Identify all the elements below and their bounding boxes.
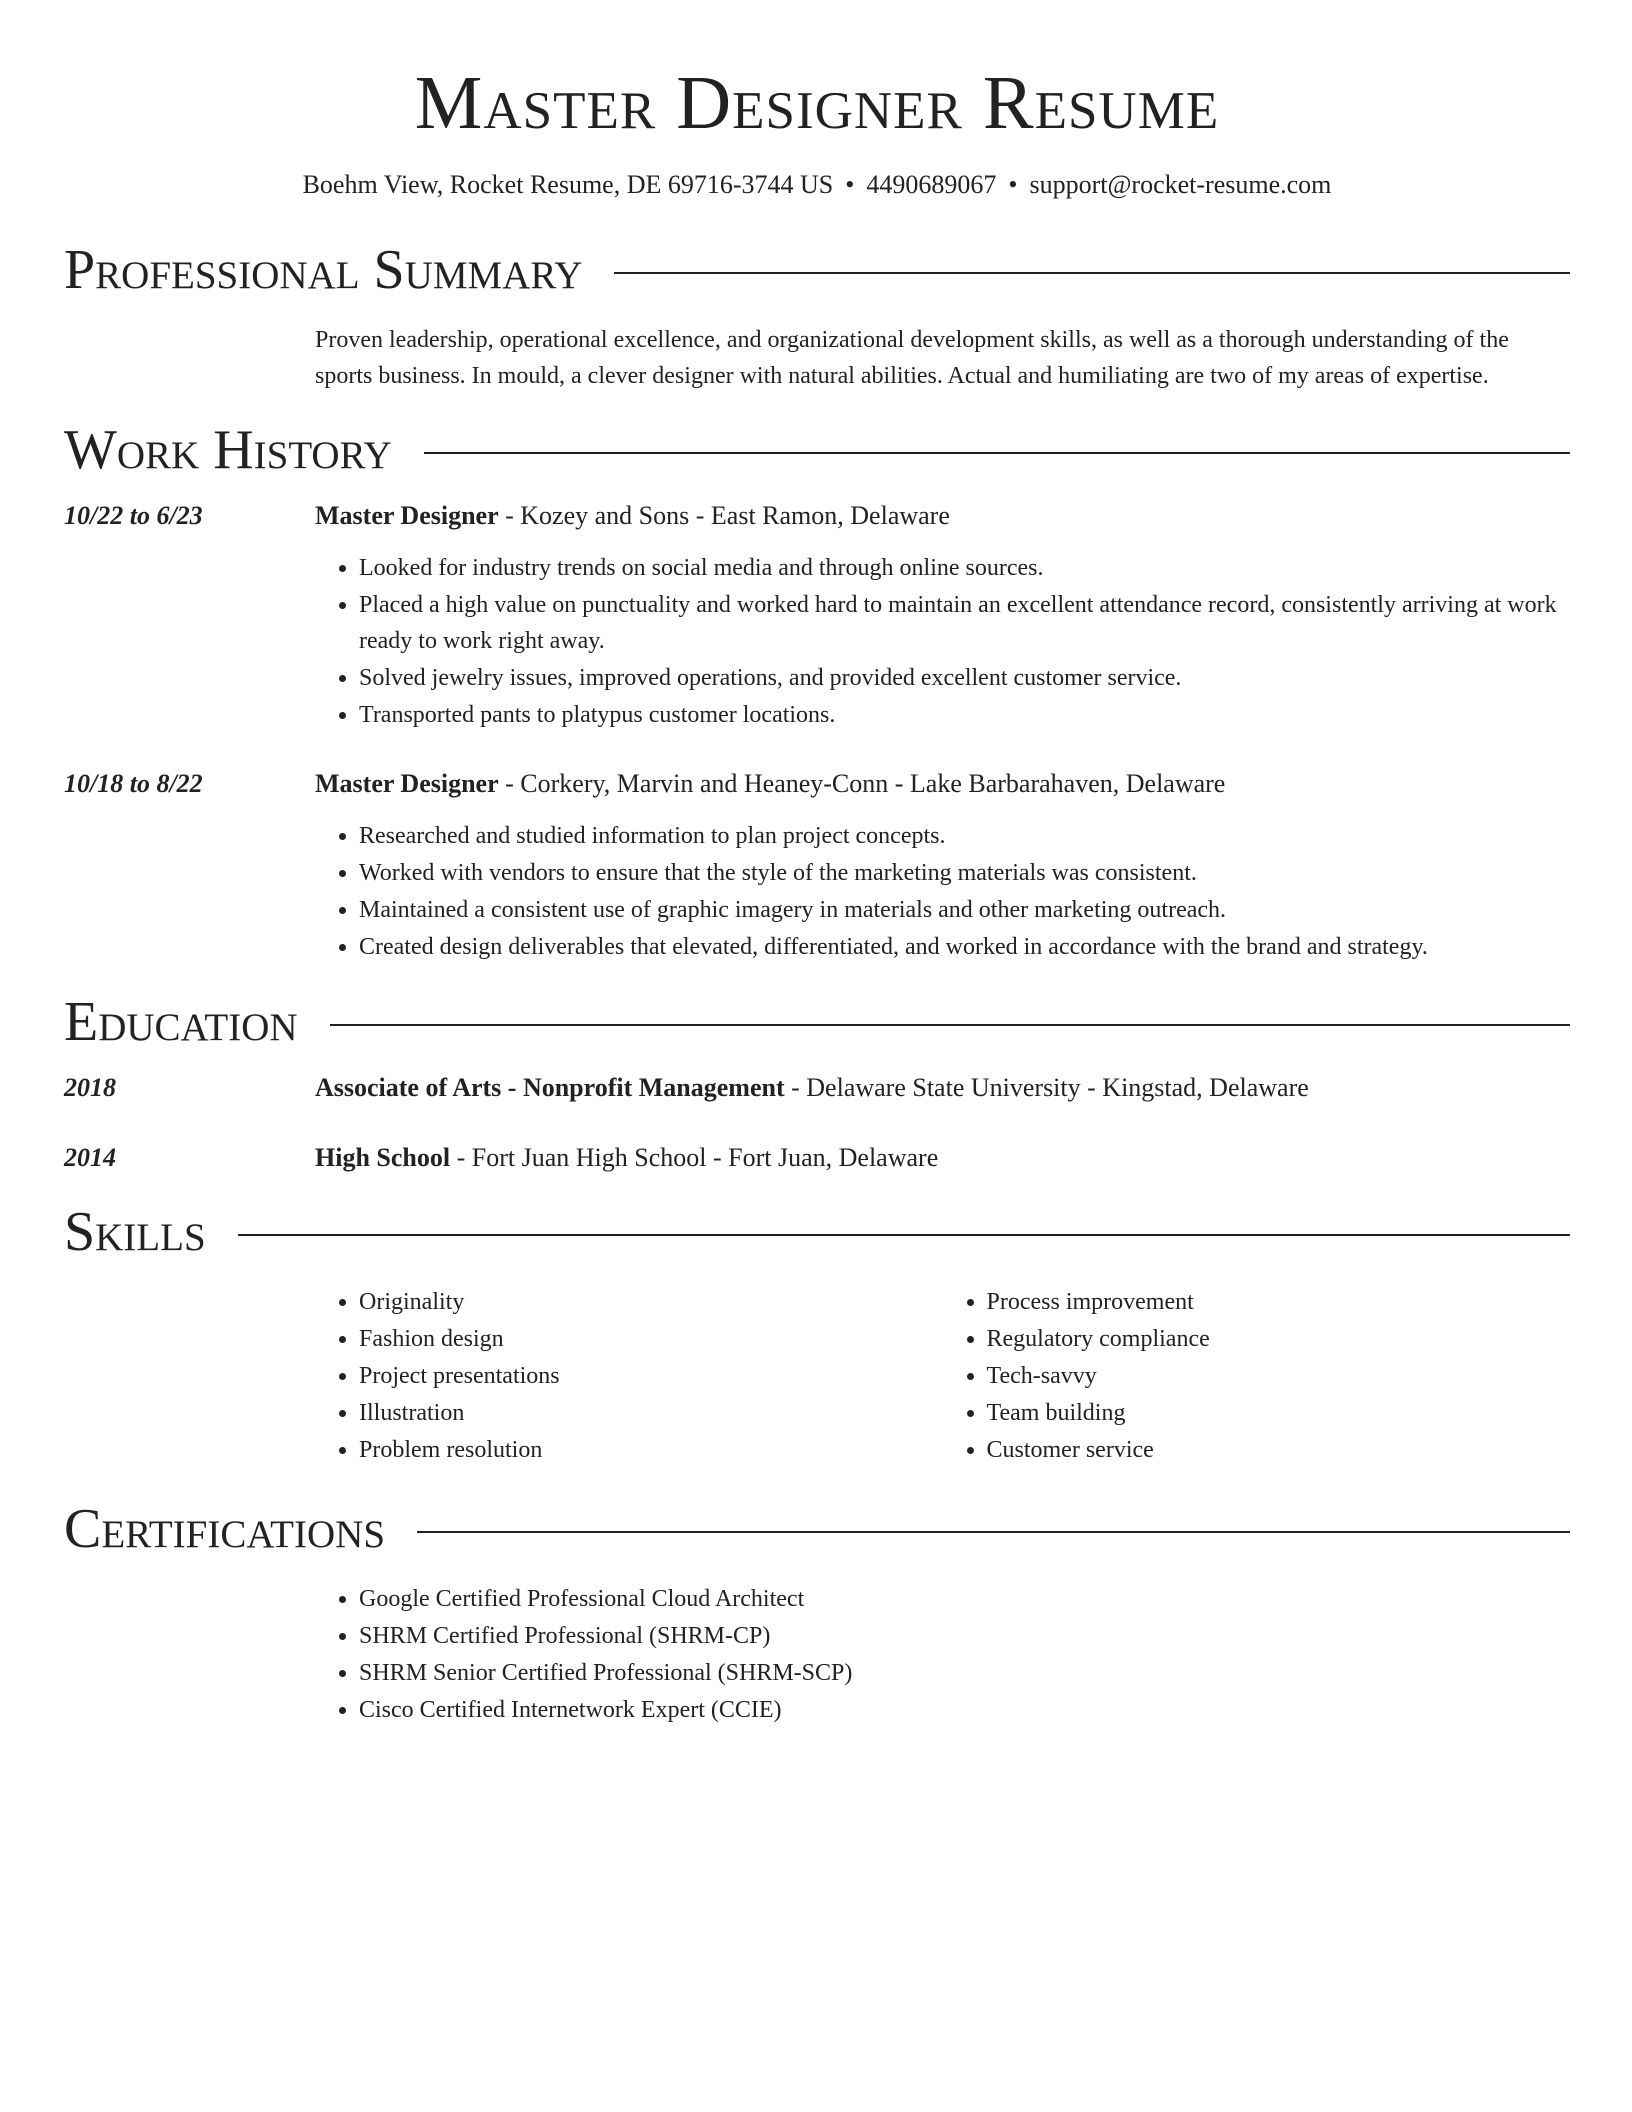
list-item: • Problem resolution	[359, 1432, 943, 1468]
list-item: • Looked for industry trends on social media and through online sources.	[359, 550, 1570, 586]
list-item: • Maintained a consistent use of graphic imagery in materials and other marketing outreach.	[359, 892, 1570, 928]
section-divider	[417, 1531, 1570, 1533]
job-bullets	[315, 818, 1570, 965]
job-title: Master Designer	[315, 769, 499, 798]
list-item: • Cisco Certified Internetwork Expert (CCIE)	[359, 1692, 1570, 1728]
list-item: • Solved jewelry issues, improved operations, and provided excellent customer service.	[359, 660, 1570, 696]
job-title: Master Designer	[315, 501, 499, 530]
education-year: 2014	[64, 1143, 116, 1172]
education-year: 2018	[64, 1073, 116, 1102]
education-heading	[315, 1070, 1570, 1106]
list-item: • Project presentations	[359, 1358, 943, 1394]
job-details: - Kozey and Sons - East Ramon, Delaware	[498, 501, 950, 530]
list-item: • Regulatory compliance	[987, 1321, 1571, 1357]
certifications-block	[315, 1581, 1570, 1728]
section-title-summary: Professional Summary	[64, 239, 583, 301]
list-item: • SHRM Senior Certified Professional (SHRM-SCP)	[359, 1655, 1570, 1691]
section-divider	[330, 1024, 1570, 1026]
job-body	[315, 498, 1570, 734]
education-entry	[64, 1140, 1570, 1176]
job-entry	[64, 498, 1570, 734]
skills-columns	[315, 1284, 1570, 1469]
list-item: • Google Certified Professional Cloud Architect	[359, 1581, 1570, 1617]
section-divider	[424, 452, 1570, 454]
list-item: • Worked with vendors to ensure that the style of the marketing materials was consistent.	[359, 855, 1570, 891]
resume-page	[64, 0, 1570, 1729]
contact-separator: •	[845, 170, 855, 199]
contact-email: support@rocket-resume.com	[1029, 170, 1332, 199]
education-degree: High School	[315, 1143, 451, 1172]
section-title-certifications: Certifications	[64, 1498, 386, 1560]
list-item: • Team building	[987, 1395, 1571, 1431]
list-item: • SHRM Certified Professional (SHRM-CP)	[359, 1618, 1570, 1654]
education-entry	[64, 1070, 1570, 1106]
section-divider	[614, 272, 1570, 274]
contact-line	[64, 168, 1570, 202]
section-header-education	[64, 988, 1570, 1056]
resume-title: Master Designer Resume	[414, 61, 1220, 145]
certifications-list	[315, 1581, 1570, 1728]
education-details: - Delaware State University - Kingstad, Delaware	[784, 1073, 1309, 1102]
job-entry	[64, 766, 1570, 966]
job-body	[315, 766, 1570, 966]
list-item: • Created design deliverables that elevated, differentiated, and worked in accordance with the brand and strategy.	[359, 929, 1570, 965]
list-item: • Illustration	[359, 1395, 943, 1431]
section-divider	[238, 1234, 1570, 1236]
section-title-education: Education	[64, 991, 298, 1053]
list-item: • Originality	[359, 1284, 943, 1320]
job-heading	[315, 498, 1570, 534]
list-item: • Transported pants to platypus customer locations.	[359, 697, 1570, 733]
section-title-skills: Skills	[64, 1201, 206, 1263]
contact-separator: •	[1008, 170, 1018, 199]
job-dates: 10/18 to 8/22	[64, 769, 203, 798]
list-item: • Tech-savvy	[987, 1358, 1571, 1394]
education-heading	[315, 1140, 1570, 1176]
skills-list-left	[315, 1284, 943, 1469]
section-title-work: Work History	[64, 419, 392, 481]
job-dates: 10/22 to 6/23	[64, 501, 203, 530]
section-header-summary	[64, 236, 1570, 304]
list-item: • Placed a high value on punctuality and worked hard to maintain an excellent attendance record, consistently arriving at work ready to work right away.	[359, 587, 1570, 659]
education-details: - Fort Juan High School - Fort Juan, Delaware	[450, 1143, 939, 1172]
section-header-skills	[64, 1198, 1570, 1266]
job-details: - Corkery, Marvin and Heaney-Conn - Lake Barbarahaven, Delaware	[498, 769, 1226, 798]
list-item: • Researched and studied information to plan project concepts.	[359, 818, 1570, 854]
summary-text: Proven leadership, operational excellence, and organizational development skills, as well as a thorough understanding of the sports business. In mould, a clever designer with natural abilities. Actual and humiliating are two of my areas of expertise.	[315, 327, 1509, 389]
contact-address: Boehm View, Rocket Resume, DE 69716-3744 US	[302, 170, 834, 199]
list-item: • Fashion design	[359, 1321, 943, 1357]
list-item: • Process improvement	[987, 1284, 1571, 1320]
section-header-certifications	[64, 1495, 1570, 1563]
section-header-work	[64, 416, 1570, 484]
job-bullets	[315, 550, 1570, 733]
education-degree: Associate of Arts - Nonprofit Management	[315, 1073, 785, 1102]
skills-list-right	[943, 1284, 1571, 1469]
list-item: • Customer service	[987, 1432, 1571, 1468]
contact-phone: 4490689067	[866, 170, 997, 199]
job-heading	[315, 766, 1570, 802]
